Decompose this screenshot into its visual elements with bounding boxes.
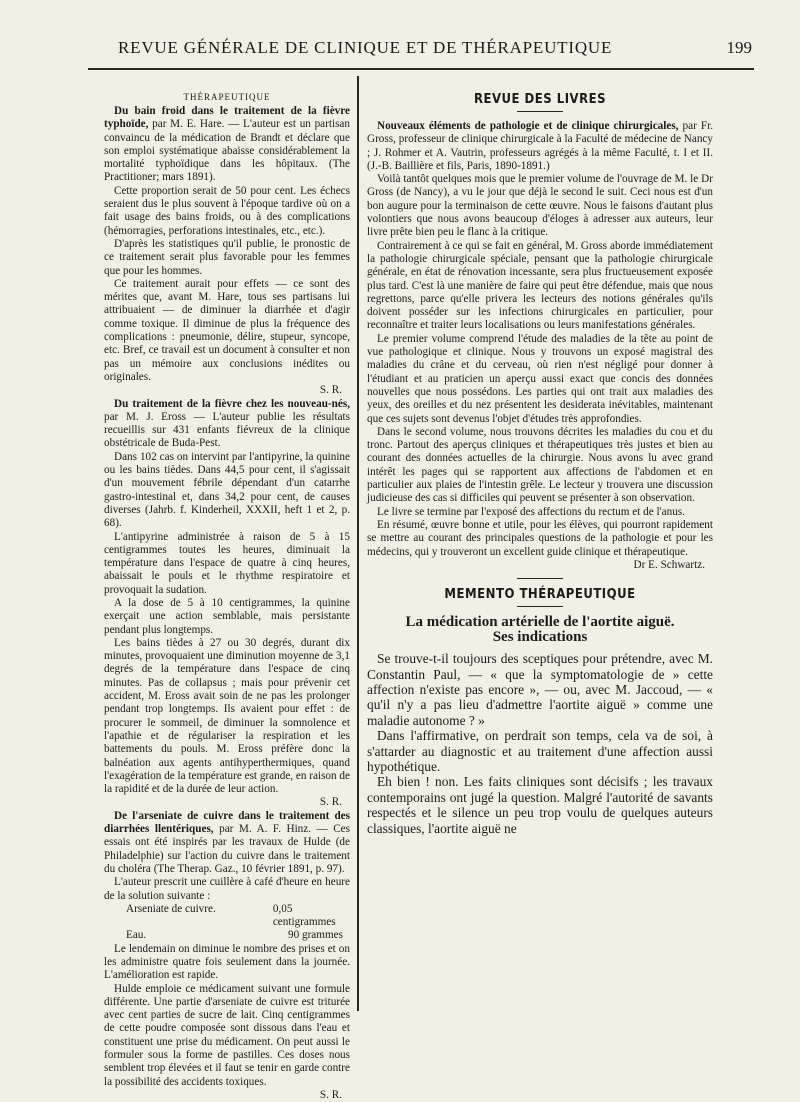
article-paragraph: Du traitement de la fièvre chez les nouveau-nés, par M. J. Eross — L'auteur publie les résultats recueillis sur 431 enfants fiévreux de la clinique obstétricale de Buda-Pest. — [104, 397, 350, 450]
section-rule — [517, 578, 563, 579]
article-signature: S. R. — [319, 796, 342, 809]
formula-ingredient: Arseniate de cuivre. — [126, 902, 216, 915]
review-paragraph: Le premier volume comprend l'étude des maladies de la tête au point de vue pathologique et clinique. Nous y trouvons un exposé magistral des maladies du crâne et du cerveau, où rien n'est négligé pour donner à l'étudiant et au praticien un aperçu aussi exact que concis des données nouvelles que nous possédons. Les parties qui ont trait aux maladies des yeux, des oreilles et du nez présentent les desiderata inévitables, maintenant que ces sujets sont devenus l'objet d'études très approfondies. — [367, 332, 713, 425]
book-review — [367, 120, 713, 572]
section-title-memento: MEMENTO THÉRAPEUTIQUE — [444, 587, 636, 603]
article-paragraph: L'antipyrine administrée à raison de 5 à 15 centigrammes toutes les heures, diminuait la température dans l'espace de quatre à cinq heures, abaissait le pouls et le rhythme respiratoire et provoquait la sudation. — [104, 530, 350, 596]
journal-title: REVUE GÉNÉRALE DE CLINIQUE ET DE THÉRAPEUTIQUE — [118, 38, 613, 57]
article-paragraph: Ce traitement aurait pour effets — ce sont des mérites que, avant M. Hare, tous ses partisans lui attribuaient — de diminuer la diarrhée et d'agir comme toxique. Il diminue de plus la fréquence des complications : pneumonie, délire, stupeur, syncope, etc. Bref, ce travail est un document à consulter et non pas un mémoire aux conclusions inédites ou originales. — [104, 277, 350, 383]
section-title-revue-livres: REVUE DES LIVRES — [473, 92, 607, 107]
article-arseniate-cuivre — [104, 810, 350, 1102]
article-paragraph: Hulde emploie ce médicament suivant une formule différente. Une partie d'arseniate de cuivre est triturée avec cent parties de sucre de lait. Cinq centigrammes de cette poudre composée sont dissous dans l'eau et constituent une prise du médicament. On peut aussi le formuler sous la forme de pastilles. Ces doses nous semblent trop élevées et il faut se tenir en garde contre la possibilité des accidents toxiques. — [104, 982, 350, 1088]
article-title: Du bain froid dans le traitement de la fièvre typhoïde, — [104, 105, 350, 131]
article-paragraph: Du bain froid dans le traitement de la fièvre typhoïde, par M. E. Hare. — L'auteur est un partisan convaincu de la médication de Brandt et déclare que son emploi systématique abaisse considérablement la mortalité typhoïdique dans les hôpitaux. (The Practitioner; mars 1891). — [104, 105, 350, 184]
left-column — [104, 92, 350, 1102]
article-paragraph: L'auteur prescrit une cuillère à café d'heure en heure de la solution suivante : — [104, 876, 350, 902]
article-paragraph: Les bains tièdes à 27 ou 30 degrés, durant dix minutes, provoquaient une diminution moyenne de 3,1 degrés de la température dans l'espace de cinq minutes. Pas de collapsus ; mais pour prévenir cet accident, M. Eross avait soin de ne pas les prolonger pendant trop longtemps. Ils avaient pour effet : de procurer le sommeil, de diminuer la somnolence et l'apathie et de régulariser la respiration et les battements du pouls. M. Eross préfère donc la balnéation aux agents antihyperthermiques, quand l'exagération de la température est grande, en raison de la rapidité et de la durée de leur action. — [104, 636, 350, 796]
memento-paragraph: Se trouve-t-il toujours des sceptiques pour prétendre, avec M. Constantin Paul, — « que la symptomatologie de » cette affection n'existe pas encore », — ou, avec M. Jaccoud, — « qu'il n'y a pas lieu d'admettre l'aortite aiguë » comme une maladie autonome ? » — [367, 651, 713, 728]
article-paragraph: A la dose de 5 à 10 centigrammes, la quinine exerçait une action semblable, mais persistante pendant plus longtemps. — [104, 596, 350, 636]
article-signature: S. R. — [319, 384, 342, 397]
article-paragraph: Le lendemain on diminue le nombre des prises et on les administre quatre fois seulement dans la journée. L'amélioration est rapide. — [104, 942, 350, 982]
review-paragraph: Le livre se termine par l'exposé des affections du rectum et de l'anus. — [377, 505, 685, 518]
formula-quantity: 0,05 centigrammes — [272, 902, 336, 929]
page-number: 199 — [726, 38, 752, 57]
right-column — [367, 92, 713, 836]
running-head — [0, 38, 800, 66]
header-rule — [88, 68, 754, 70]
memento-article — [367, 615, 713, 836]
article-paragraph: D'après les statistiques qu'il publie, le pronostic de ce traitement serait plus favorable pour les femmes que pour les hommes. — [104, 237, 350, 277]
section-rule — [517, 606, 563, 607]
article-fievre-nouveau-nes — [104, 398, 350, 810]
formula-line — [104, 929, 350, 942]
section-label: THÉRAPEUTIQUE — [183, 92, 271, 102]
article-bain-froid — [104, 105, 350, 398]
formula-line — [104, 903, 350, 930]
memento-subtitle: Ses indications — [492, 629, 588, 646]
memento-paragraph: Dans l'affirmative, on perdrait son temps, cela va de soi, à s'attarder au diagnostic et au traitement d'une affection aussi hypothétique. — [367, 728, 713, 774]
review-paragraph: En résumé, œuvre bonne et utile, pour les élèves, qui pourront rapidement se mettre au courant des principales questions de la pathologie et pour les médecins, qui y trouveront un excellent guide clinique et thérapeutique. — [367, 518, 713, 558]
article-paragraph: De l'arseniate de cuivre dans le traitement des diarrhées llentériques, par M. A. F. Hinz. — Ces essais ont été inspirés par les travaux de Hulde (de Philadelphie) sur l'action du cuivre dans le traitement du choléra (The Therap. Gaz., 10 février 1891, p. 97). — [104, 809, 351, 875]
formula-quantity: 90 grammes — [288, 929, 343, 942]
book-title: Nouveaux éléments de pathologie et de clinique chirurgicales, — [377, 120, 679, 132]
review-paragraph: Contrairement à ce qui se fait en général, M. Gross aborde immédiatement la pathologie chirurgicale spéciale, pensant que la pathologie chirurgicale générale, en état de rénovation incessante, sera plus fructueusement exposée plus tard. C'est là une manière de faire qui peut être défendue, mais que nous regrettons, parce qu'elle privera les lecteurs des notions générales qu'ils doivent posséder sur les infections chirurgicales en particulier, pour reconnaître et traiter leurs localisations ou leurs manifestations générales. — [367, 239, 713, 332]
review-paragraph: Voilà tantôt quelques mois que le premier volume de l'ouvrage de M. le Dr Gross (de Nancy), a vu le jour que déjà le second le suit. Ceci nous est d'un bon augure pour la terminaison de cette œuvre. Nous le faisons d'autant plus volontiers que nous avons beaucoup d'éloges à adresser aux auteurs, leur livre prête bien peu le flanc à la critique. — [367, 173, 713, 239]
article-title: De l'arseniate de cuivre dans le traitement des diarrhées llentériques, — [104, 809, 350, 836]
review-paragraph: Dans le second volume, nous trouvons décrites les maladies du cou et du tronc. Partout des aperçus cliniques et thérapeutiques très justes et bien au courant des données actuelles de la chirurgie. Nous avons lu avec grand intérêt les pages qui se rapportent aux affections de l'abdomen et en particulier aux plaies de l'intestin grêle. Le lecteur y trouvera une discussion judicieuse des cas si difficiles qui peuvent se présenter à son observation. — [367, 425, 713, 505]
article-paragraph: Cette proportion serait de 50 pour cent. Les échecs seraient dus le plus souvent à l'époque tardive où on a fait usage des bains froids, ou à des complications (hémorragies, perforations intestinales, etc., etc.). — [104, 184, 350, 237]
section-rule — [517, 111, 563, 112]
memento-title: La médication artérielle de l'aortite aiguë. — [405, 614, 675, 631]
formula-ingredient: Eau. — [126, 929, 147, 942]
article-paragraph: Dans 102 cas on intervint par l'antipyrine, la quinine ou les bains tièdes. Dans 44,5 pour cent, il s'agissait d'un mouvement fébrile dépendant d'un catarrhe gastro-intestinal et, dans 34,2 pour cent, de causes diverses (Jahrb. f. Kinderheil, XXXII, heft 1 et 2, p. 68). — [104, 450, 350, 530]
article-title: Du traitement de la fièvre chez les nouveau-nés, — [114, 397, 350, 410]
memento-paragraph: Eh bien ! non. Les faits cliniques sont décisifs ; les travaux contemporains ont jugé la question. Malgré l'autorité de savants respectés et le silence un peu trop voulu de quelques auteurs classiques, l'aortite aiguë ne — [367, 774, 713, 836]
review-paragraph: Nouveaux éléments de pathologie et de clinique chirurgicales, par Fr. Gross, professeur de clinique chirurgicale à la Faculté de médecine de Nancy ; J. Rohmer et A. Vautrin, professeurs agrégés à la même Faculté, t. I et II. (J.-B. Baillière et fils, Paris, 1890-1891.) — [367, 120, 714, 172]
review-signature: Dr E. Schwartz. — [633, 558, 705, 571]
article-signature: S. R. — [319, 1088, 342, 1101]
column-divider — [357, 76, 359, 1011]
